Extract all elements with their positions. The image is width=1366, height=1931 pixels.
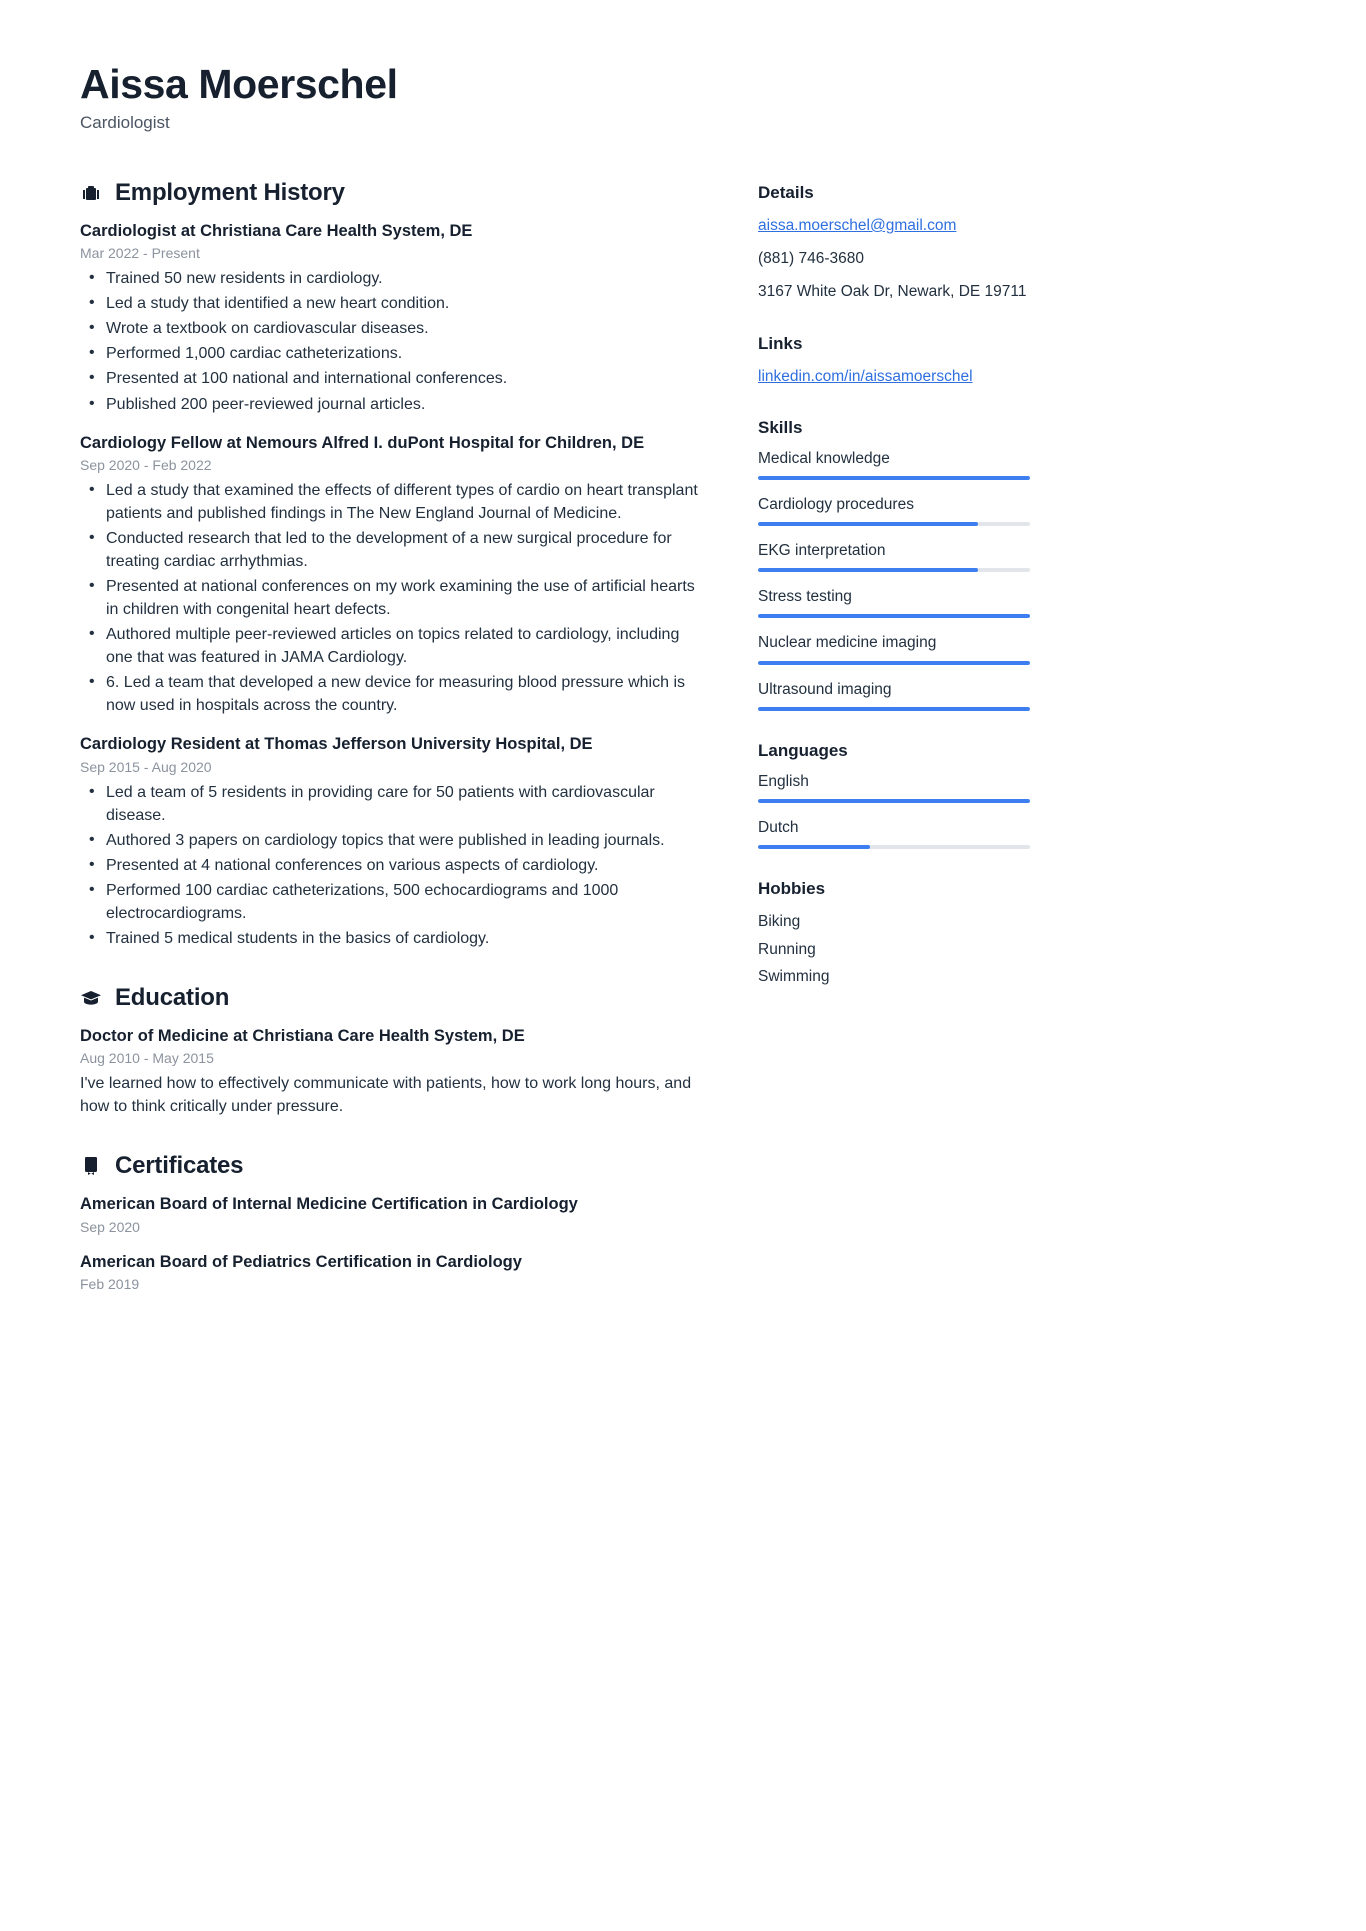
entry — [80, 1251, 700, 1292]
list-item: • Conducted research that led to the development of a new surgical procedure for treating cardiac arrhythmias. — [80, 527, 700, 573]
entry-date: Sep 2015 - Aug 2020 — [80, 758, 212, 775]
phone-text: (881) 746-3680 — [758, 250, 864, 268]
rating-bar-track — [758, 661, 1030, 665]
rating-bar-track — [758, 614, 1030, 618]
rating-bar-track — [758, 845, 1030, 849]
rated-item — [758, 772, 1030, 803]
entry-title: Cardiologist at Christiana Care Health System, DE — [80, 221, 473, 240]
entry — [80, 220, 700, 416]
profile-link[interactable]: linkedin.com/in/aissamoerschel — [758, 367, 973, 385]
entry-description: I've learned how to effectively communicate with patients, how to work long hours, and how to think critically under pressure. — [80, 1075, 692, 1116]
list-item: • Led a study that identified a new heart condition. — [80, 292, 700, 315]
briefcase-icon — [80, 182, 102, 204]
links-heading: Links — [758, 333, 803, 353]
rated-item — [758, 633, 1030, 664]
rated-item-label: Medical knowledge — [758, 449, 890, 467]
rated-item-label: Cardiology procedures — [758, 496, 914, 514]
list-item: • Led a study that examined the effects of different types of cardio on heart transplant patients and published findings in The New England Journal of Medicine. — [80, 479, 700, 525]
entry-date: Mar 2022 - Present — [80, 245, 200, 262]
rated-item-label: Dutch — [758, 818, 799, 836]
entry-bullet-list — [80, 479, 700, 717]
job-title-subtitle: Cardiologist — [80, 112, 170, 132]
email-link[interactable]: aissa.moerschel@gmail.com — [758, 216, 957, 234]
entry-title: American Board of Internal Medicine Certification in Cardiology — [80, 1195, 578, 1214]
languages-heading: Languages — [758, 740, 848, 760]
rating-bar-fill — [758, 661, 1030, 665]
rating-bar-fill — [758, 799, 1030, 803]
rating-bar-fill — [758, 568, 978, 572]
section-header — [80, 179, 700, 207]
rating-bar-track — [758, 522, 1030, 526]
entry — [80, 1193, 700, 1234]
rating-bar-track — [758, 568, 1030, 572]
rating-bar-track — [758, 476, 1030, 480]
list-item: • Presented at 100 national and international conferences. — [80, 367, 700, 390]
entry — [80, 1025, 700, 1119]
sidebar-section-links — [758, 334, 1030, 388]
section-title: Certificates — [115, 1152, 244, 1180]
rated-item-label: Nuclear medicine imaging — [758, 634, 937, 652]
skills-heading: Skills — [758, 417, 803, 437]
section-certificates — [80, 1152, 700, 1292]
rating-bar-track — [758, 799, 1030, 803]
resume-header — [80, 62, 1020, 133]
list-item: • Trained 5 medical students in the basics of cardiology. — [80, 927, 700, 950]
list-item: • Presented at national conferences on my work examining the use of artificial hearts in children with congenital heart defects. — [80, 575, 700, 621]
rated-item — [758, 680, 1030, 711]
rating-bar-track — [758, 707, 1030, 711]
rating-bar-fill — [758, 707, 1030, 711]
entry-title: Doctor of Medicine at Christiana Care Health System, DE — [80, 1026, 525, 1045]
entry-title: American Board of Pediatrics Certification in Cardiology — [80, 1252, 522, 1271]
entry-date: Sep 2020 — [80, 1218, 140, 1235]
rating-bar-fill — [758, 845, 870, 849]
hobbies-heading: Hobbies — [758, 879, 826, 899]
section-employment-history — [80, 179, 700, 950]
details-heading: Details — [758, 182, 814, 202]
section-title: Employment History — [115, 178, 345, 206]
page-title: Aissa Moerschel — [80, 61, 398, 107]
list-item: • Published 200 peer-reviewed journal articles. — [80, 393, 700, 416]
address-text: 3167 White Oak Dr, Newark, DE 19711 — [758, 283, 1027, 301]
graduation-cap-icon — [80, 987, 102, 1009]
rating-bar-fill — [758, 522, 978, 526]
entry-bullet-list — [80, 267, 700, 415]
list-item: • Led a team of 5 residents in providing care for 50 patients with cardiovascular disease. — [80, 781, 700, 827]
rating-bar-fill — [758, 614, 1030, 618]
rated-item-label: English — [758, 772, 809, 790]
list-item: • Wrote a textbook on cardiovascular diseases. — [80, 317, 700, 340]
rated-item — [758, 449, 1030, 480]
list-item: • Presented at 4 national conferences on various aspects of cardiology. — [80, 854, 700, 877]
section-header — [80, 984, 700, 1012]
sidebar-section-skills — [758, 418, 1030, 711]
entry-date: Sep 2020 - Feb 2022 — [80, 456, 212, 473]
rated-item — [758, 818, 1030, 849]
entry-date: Feb 2019 — [80, 1276, 140, 1293]
section-education — [80, 984, 700, 1119]
sidebar-column — [758, 179, 1030, 1019]
rated-item — [758, 587, 1030, 618]
rated-item — [758, 541, 1030, 572]
hobby-item: Biking — [758, 913, 801, 931]
list-item: • 6. Led a team that developed a new device for measuring blood pressure which is now used in hospitals across the country. — [80, 671, 700, 717]
section-header — [80, 1152, 700, 1180]
certificate-icon — [80, 1155, 102, 1177]
sidebar-section-languages — [758, 741, 1030, 849]
list-item: • Trained 50 new residents in cardiology. — [80, 267, 700, 290]
hobby-item: Swimming — [758, 968, 830, 986]
rated-item — [758, 495, 1030, 526]
sidebar-section-details — [758, 183, 1030, 304]
list-item: • Performed 100 cardiac catheterizations, 500 echocardiograms and 1000 electrocardiograms. — [80, 879, 700, 925]
resume-body — [80, 178, 1027, 1326]
list-item: • Authored 3 papers on cardiology topics that were published in leading journals. — [80, 829, 700, 852]
main-column — [80, 179, 700, 1326]
entry-title: Cardiology Resident at Thomas Jefferson University Hospital, DE — [80, 735, 593, 754]
entry-title: Cardiology Fellow at Nemours Alfred I. duPont Hospital for Children, DE — [80, 433, 645, 452]
section-title: Education — [115, 983, 230, 1011]
rated-item-label: Ultrasound imaging — [758, 680, 892, 698]
list-item: • Authored multiple peer-reviewed articles on topics related to cardiology, including one that was featured in JAMA Cardiology. — [80, 623, 700, 669]
entry — [80, 733, 700, 950]
hobby-item: Running — [758, 940, 816, 958]
sidebar-section-hobbies — [758, 879, 1030, 989]
entry — [80, 432, 700, 718]
rated-item-label: EKG interpretation — [758, 542, 886, 560]
entry-date: Aug 2010 - May 2015 — [80, 1050, 214, 1067]
rated-item-label: Stress testing — [758, 588, 852, 606]
list-item: • Performed 1,000 cardiac catheterizations. — [80, 342, 700, 365]
entry-bullet-list — [80, 781, 700, 950]
rating-bar-fill — [758, 476, 1030, 480]
